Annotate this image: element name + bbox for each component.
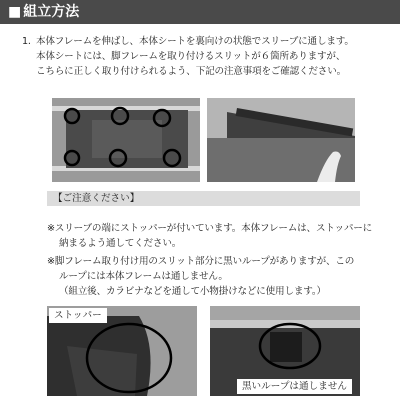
step-1-line-3: こちらに正しく取り付けられるよう、下記の注意事項をご確認ください。 [36, 66, 346, 77]
photo-black-loop [210, 306, 360, 396]
section-header [0, 0, 400, 24]
photo-sheet-slits [52, 98, 200, 182]
header-square-icon: ■ [8, 4, 22, 20]
sleeve-insert-illustration [207, 98, 355, 182]
notice-item-stopper [47, 221, 377, 251]
notice-2-line-1: ※脚フレーム取り付け用のスリット部分に黒いループがありますが、この [47, 256, 355, 267]
notice-2-line-2: ループには本体フレームは通しません。 [59, 271, 228, 282]
notice-heading: 【ご注意ください】 [47, 191, 360, 206]
step-number: 1. [22, 36, 31, 47]
notice-1-line-1: ※スリーブの端にストッパーが付いています。本体フレームは、ストッパーに [47, 223, 373, 234]
step-1-line-2: 本体シートには、脚フレームを取り付けるスリットが６箇所ありますが、 [36, 51, 346, 62]
black-loop-label: 黒いループは通しません [237, 379, 352, 394]
sheet-slits-illustration [52, 98, 200, 182]
black-loop [270, 332, 302, 362]
step-1-line-1: 本体フレームを伸ばし、本体シートを裏向けの状態でスリーブに通します。 [36, 36, 354, 47]
photo-stopper [47, 306, 197, 396]
stopper-label: ストッパー [49, 308, 107, 323]
step-1-instructions [22, 34, 392, 79]
notice-2-line-3: （組立後、カラビナなどを通して小物掛けなどに使用します。） [59, 286, 326, 297]
section-title: 組立方法 [23, 4, 80, 20]
notice-1-line-2: 納まるよう通してください。 [59, 238, 182, 249]
photo-sleeve-insert [207, 98, 355, 182]
notice-item-black-loop [47, 254, 377, 299]
